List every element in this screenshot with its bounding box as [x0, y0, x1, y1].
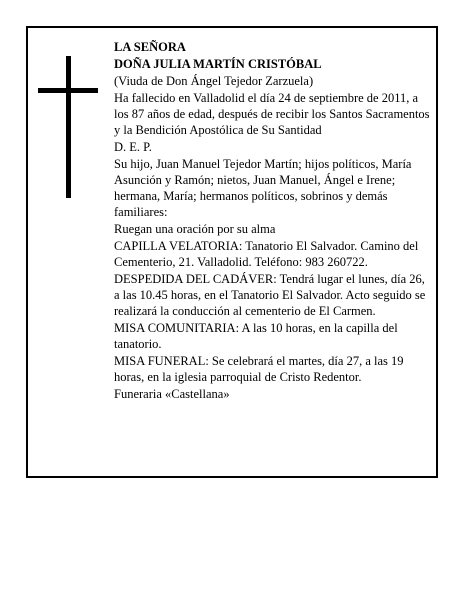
obituary-notice: [26, 26, 438, 478]
chapel-info: CAPILLA VELATORIA: Tanatorio El Salvador. Camino del Cementerio, 21. Valladolid. Teléfono: 983 260722.: [114, 239, 419, 269]
cross-horizontal-bar: [38, 88, 98, 93]
widow-of-line: (Viuda de Don Ángel Tejedor Zarzuela): [114, 74, 314, 88]
prayer-request: Ruegan una oración por su alma: [114, 222, 276, 236]
notice-heading: LA SEÑORA: [114, 40, 186, 54]
funeral-mass-info: MISA FUNERAL: Se celebrará el martes, día 27, a las 19 horas, en la iglesia parroquial de Cristo Redentor.: [114, 354, 404, 384]
cross-vertical-bar: [66, 56, 71, 198]
farewell-info: DESPEDIDA DEL CADÁVER: Tendrá lugar el lunes, día 26, a las 10.45 horas, en el Tanatorio El Salvador. Acto seguido se realizará la conducción al cementerio de El Carmen.: [114, 272, 426, 318]
death-info: Ha fallecido en Valladolid el día 24 de septiembre de 2011, a los 87 años de edad, después de recibir los Santos Sacramentos y la Bendición Apostólica de Su Santidad: [114, 91, 430, 137]
latin-cross-icon: [38, 56, 98, 198]
community-mass-info: MISA COMUNITARIA: A las 10 horas, en la capilla del tanatorio.: [114, 321, 398, 351]
deceased-name: DOÑA JULIA MARTÍN CRISTÓBAL: [114, 57, 322, 71]
obituary-text: [114, 39, 430, 403]
dep-line: D. E. P.: [114, 140, 152, 154]
family-members: Su hijo, Juan Manuel Tejedor Martín; hijos políticos, María Asunción y Ramón; nietos, Juan Manuel, Ángel e Irene; hermana, María; hermanos políticos, sobrinos y demás familiares:: [114, 157, 412, 219]
funeral-home: Funeraria «Castellana»: [114, 387, 230, 401]
